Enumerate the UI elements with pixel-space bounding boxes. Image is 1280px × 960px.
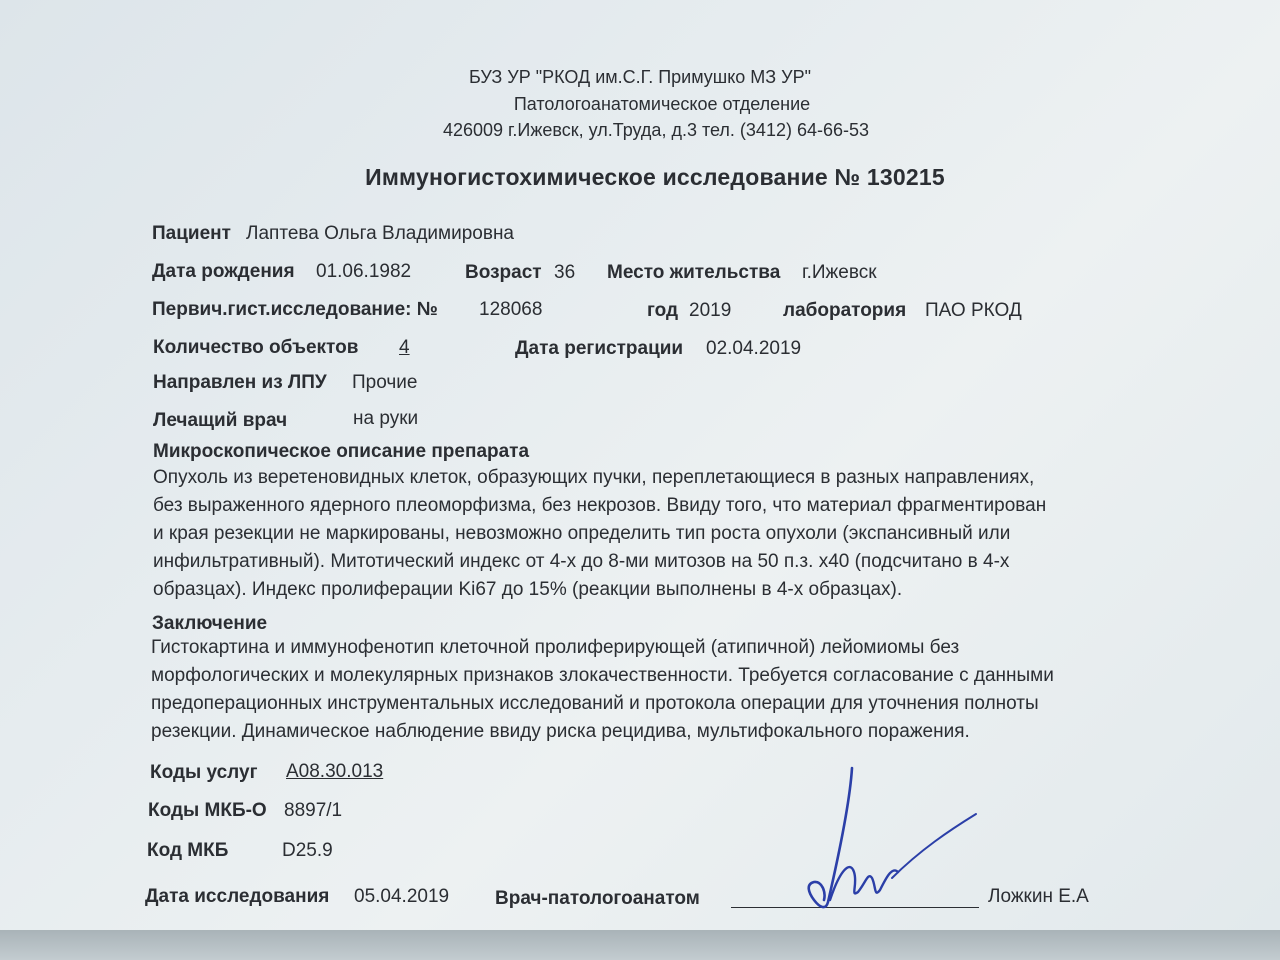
- age-value: 36: [554, 262, 576, 283]
- signature-stroke: [809, 768, 852, 907]
- study-date-value: 05.04.2019: [354, 886, 450, 907]
- birth-date-label: Дата рождения: [152, 261, 295, 282]
- birth-date-value: 01.06.1982: [316, 261, 412, 282]
- microscopy-line: образцах). Индекс пролиферации Ki67 до 15% (реакции выполнены в 4-х образцах).: [153, 579, 903, 600]
- pathologist-label: Врач-патологоанатом: [495, 888, 700, 909]
- registration-date-label: Дата регистрации: [515, 338, 684, 359]
- microscopy-heading: Микроскопическое описание препарата: [153, 441, 530, 462]
- icd-code-value: D25.9: [282, 840, 333, 861]
- handwritten-signature: [780, 760, 990, 920]
- objects-count-value: 4: [399, 337, 410, 358]
- residence-value: г.Ижевск: [802, 262, 877, 283]
- microscopy-line: и края резекции не маркированы, невозможно определить тип роста опухоли (экспансивный или: [153, 523, 1011, 544]
- attending-doctor-label: Лечащий врач: [153, 410, 288, 431]
- icdo-codes-value: 8897/1: [284, 800, 343, 821]
- conclusion-line: предоперационных инструментальных исследований и протокола операции для уточнения полноты: [151, 693, 1039, 714]
- referral-value: Прочие: [352, 372, 418, 393]
- patient-name: Лаптева Ольга Владимировна: [246, 223, 515, 244]
- microscopy-description: [153, 464, 1046, 604]
- pathologist-name: Ложкин Е.А: [988, 886, 1089, 907]
- year-label: год: [647, 300, 679, 321]
- icdo-codes-label: Коды МКБ-О: [148, 800, 267, 821]
- conclusion-text: [151, 634, 1054, 746]
- conclusion-line: морфологических и молекулярных признаков злокачественности. Требуется согласование с данными: [151, 665, 1054, 686]
- institution-name: БУЗ УР "РКОД им.С.Г. Примушко МЗ УР": [468, 67, 812, 87]
- signature-stroke: [830, 867, 898, 900]
- year-value: 2019: [689, 300, 732, 321]
- referral-label: Направлен из ЛПУ: [153, 372, 327, 393]
- primary-study-label: Первич.гист.исследование: №: [152, 299, 438, 320]
- microscopy-line: инфильтративный). Митотический индекс от 4-х до 8-ми митозов на 50 п.з. х40 (подсчитано в 4-х: [153, 551, 1010, 572]
- icd-code-label: Код МКБ: [147, 840, 229, 861]
- conclusion-line: резекции. Динамическое наблюдение ввиду риска рецидива, мультифокального поражения.: [151, 721, 970, 742]
- microscopy-line: Опухоль из веретеновидных клеток, образующих пучки, переплетающиеся в разных направлениях,: [153, 467, 1035, 488]
- attending-doctor-value: на руки: [353, 408, 419, 429]
- primary-study-number: 128068: [479, 299, 543, 320]
- registration-date-value: 02.04.2019: [706, 338, 802, 359]
- conclusion-line: Гистокартина и иммунофенотип клеточной пролиферирующей (атипичной) лейомиомы без: [151, 637, 960, 658]
- department-name: Патологоанатомическое отделение: [513, 94, 811, 114]
- laboratory-label: лаборатория: [783, 300, 907, 321]
- laboratory-value: ПАО РКОД: [925, 300, 1022, 321]
- signature-stroke: [892, 814, 976, 878]
- institution-address: 426009 г.Ижевск, ул.Труда, д.3 тел. (3412) 64-66-53: [442, 120, 870, 140]
- table-surface: [0, 930, 1280, 960]
- service-codes-label: Коды услуг: [150, 762, 258, 783]
- microscopy-line: без выраженного ядерного плеоморфизма, без некрозов. Ввиду того, что материал фрагментирован: [153, 495, 1047, 516]
- patient-label: Пациент: [152, 223, 231, 244]
- report-title: Иммуногистохимическое исследование № 130215: [365, 164, 945, 190]
- objects-count-label: Количество объектов: [153, 337, 359, 358]
- service-codes-value: A08.30.013: [286, 761, 384, 782]
- study-date-label: Дата исследования: [145, 886, 330, 907]
- conclusion-heading: Заключение: [152, 613, 268, 634]
- residence-label: Место жительства: [607, 262, 781, 283]
- age-label: Возраст: [465, 262, 542, 283]
